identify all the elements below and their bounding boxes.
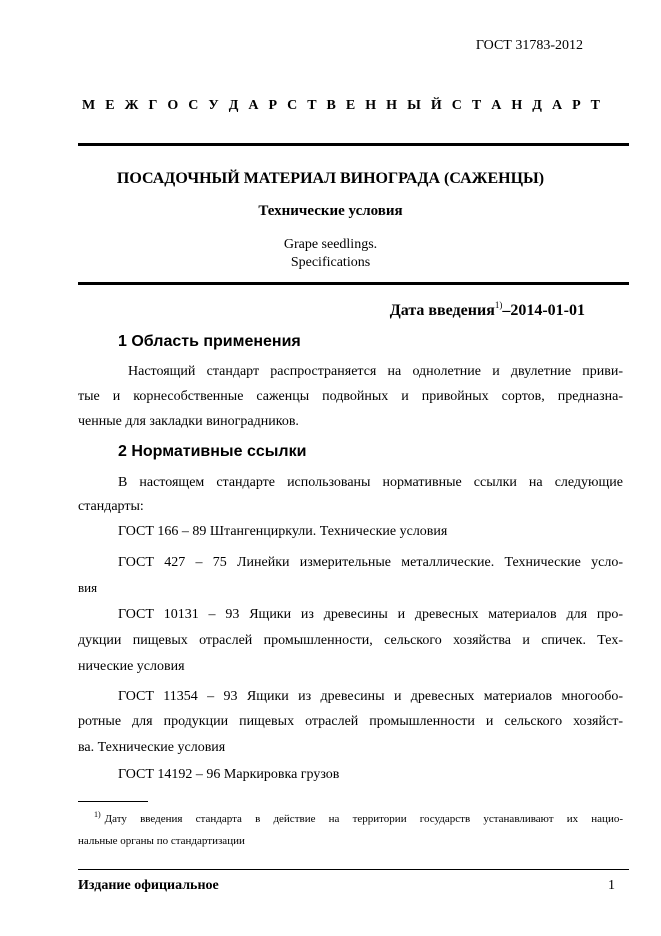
edition-label: Издание официальное (78, 878, 219, 893)
footnote-reference: 1) (494, 300, 503, 310)
reference-gost-10131-line-1: ГОСТ 10131 – 93 Ящики из древесины и древесных материалов для про- (118, 607, 623, 622)
reference-gost-11354-line-1: ГОСТ 11354 – 93 Ящики из древесины и древесных материалов многообо- (118, 689, 623, 704)
section-1-heading: 1 Область применения (118, 333, 301, 350)
reference-gost-14192: ГОСТ 14192 – 96 Маркировка грузов (118, 767, 340, 782)
footnote-mark: 1) (94, 810, 101, 819)
footnote-line-1 (78, 804, 623, 830)
english-title-line-2: Specifications (290, 255, 371, 270)
section-2-intro-line-1: В настоящем стандарте использованы нормативные ссылки на следующие (118, 475, 623, 490)
reference-gost-166: ГОСТ 166 – 89 Штангенциркули. Технические условия (118, 524, 448, 539)
footnote-line-2: нальные органы по стандартизации (78, 835, 245, 847)
section-1-line-2: тые и корнесобственные саженцы подвойных и привойных сортов, предназна- (78, 389, 623, 404)
reference-gost-11354-line-2: ротные для продукции пищевых отраслей промышленности и сельского хозяйст- (78, 714, 623, 729)
interstate-standard-label: М Е Ж Г О С У Д А Р С Т В Е Н Н Ы Й С Т А Н Д А Р Т (82, 98, 602, 113)
footer-rule (78, 869, 629, 870)
introduction-date-label: Дата введения (389, 302, 495, 319)
reference-gost-11354-line-3: ва. Технические условия (78, 740, 226, 755)
footnote-text-1: Дату введения стандарта в действие на территории государств устанавливают их нацио- (104, 813, 623, 825)
reference-gost-427-line-1: ГОСТ 427 – 75 Линейки измерительные металлические. Технические усло- (118, 555, 623, 570)
english-title-line-1: Grape seedlings. (283, 237, 378, 252)
page-number: 1 (608, 878, 615, 893)
section-1-line-1: Настоящий стандарт распространяется на однолетние и двулетние приви- (128, 364, 623, 379)
english-title (0, 236, 661, 272)
reference-gost-427-line-2: вия (78, 580, 98, 595)
reference-gost-10131-line-2: дукции пищевых отраслей промышленности, сельского хозяйства и спичек. Тех- (78, 633, 623, 648)
section-1-line-3: ченные для закладки виноградников. (78, 414, 299, 429)
document-subtitle: Технические условия (258, 203, 403, 219)
footnote (78, 804, 623, 852)
title-rule (78, 282, 629, 285)
document-id: ГОСТ 31783-2012 (475, 38, 583, 53)
reference-gost-10131-line-3: нические условия (78, 659, 185, 674)
document-title: ПОСАДОЧНЫЙ МАТЕРИАЛ ВИНОГРАДА (САЖЕНЦЫ) (116, 170, 545, 187)
footnote-separator (78, 801, 148, 802)
introduction-date-value: –2014-01-01 (502, 302, 585, 319)
top-rule (78, 143, 629, 146)
section-2-heading: 2 Нормативные ссылки (118, 443, 307, 460)
section-2-intro-line-2: стандарты: (78, 499, 144, 514)
introduction-date (390, 300, 585, 320)
